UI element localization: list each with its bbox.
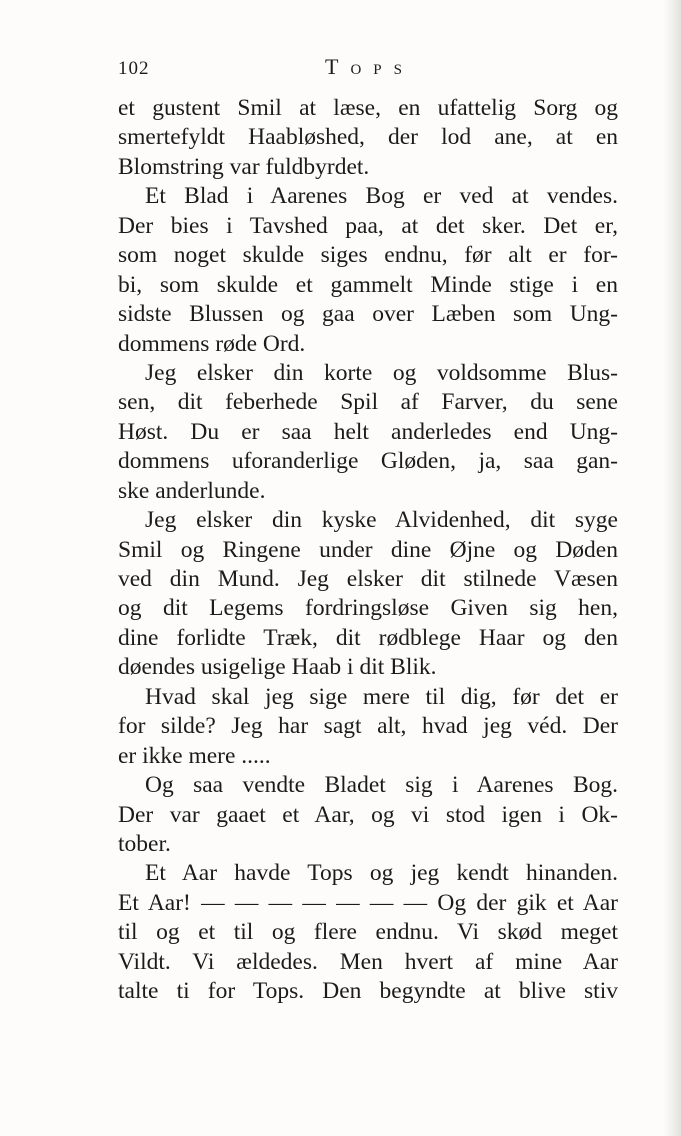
text-line: Der bies i Tavshed paa, at det sker. Det er, xyxy=(118,212,618,239)
text-line: Et Aar! — — — — — — — Og der gik et Aar xyxy=(118,889,618,916)
text-line: Smil og Ringene under dine Øjne og Døden xyxy=(118,536,618,563)
text-line: ske anderlunde. xyxy=(118,477,266,504)
body-text xyxy=(118,94,618,1007)
text-line: Og saa vendte Bladet sig i Aarenes Bog. xyxy=(145,772,618,799)
text-line: tober. xyxy=(118,830,171,857)
text-line: døendes usigelige Haab i dit Blik. xyxy=(118,654,437,681)
text-line: Et Blad i Aarenes Bog er ved at vendes. xyxy=(145,183,618,210)
running-title: Tops xyxy=(325,54,414,79)
page-edge-shadow xyxy=(663,0,681,1136)
text-line: for silde? Jeg har sagt alt, hvad jeg véd. Der xyxy=(118,713,618,740)
text-line: som noget skulde siges endnu, før alt er for- xyxy=(118,242,618,269)
page-header xyxy=(118,56,618,86)
text-line: Hvad skal jeg sige mere til dig, før det er xyxy=(145,683,618,710)
text-line: Jeg elsker din kyske Alvidenhed, dit syge xyxy=(145,507,618,534)
text-line: Vildt. Vi ældedes. Men hvert af mine Aar xyxy=(118,948,618,975)
text-line: talte ti for Tops. Den begyndte at blive stiv xyxy=(118,978,618,1005)
text-line: et gustent Smil at læse, en ufattelig Sorg og xyxy=(118,95,618,121)
text-line: til og et til og flere endnu. Vi skød meget xyxy=(118,919,618,946)
text-line: og dit Legems fordringsløse Given sig hen, xyxy=(118,595,618,622)
text-line: ved din Mund. Jeg elsker dit stilnede Væsen xyxy=(118,566,618,592)
text-line: sen, dit feberhede Spil af Farver, du sene xyxy=(118,389,618,416)
text-line: dine forlidte Træk, dit rødblege Haar og den xyxy=(118,624,618,651)
text-line: dommens røde Ord. xyxy=(118,330,306,357)
text-line: er ikke mere ..... xyxy=(118,742,271,769)
text-line: smertefyldt Haabløshed, der lod ane, at en xyxy=(118,124,618,151)
text-line: Jeg elsker din korte og voldsomme Blus- xyxy=(145,359,618,386)
text-line: Der var gaaet et Aar, og vi stod igen i Ok- xyxy=(118,801,618,828)
page-number: 102 xyxy=(118,58,150,79)
text-line: dommens uforanderlige Gløden, ja, saa gan- xyxy=(118,448,618,475)
text-line: Et Aar havde Tops og jeg kendt hinanden. xyxy=(145,860,618,887)
text-line: Blomstring var fuldbyrdet. xyxy=(118,153,370,180)
text-line: sidste Blussen og gaa over Læben som Ung- xyxy=(118,301,618,328)
text-line: Høst. Du er saa helt anderledes end Ung- xyxy=(118,418,618,445)
text-line: bi, som skulde et gammelt Minde stige i en xyxy=(118,271,618,298)
